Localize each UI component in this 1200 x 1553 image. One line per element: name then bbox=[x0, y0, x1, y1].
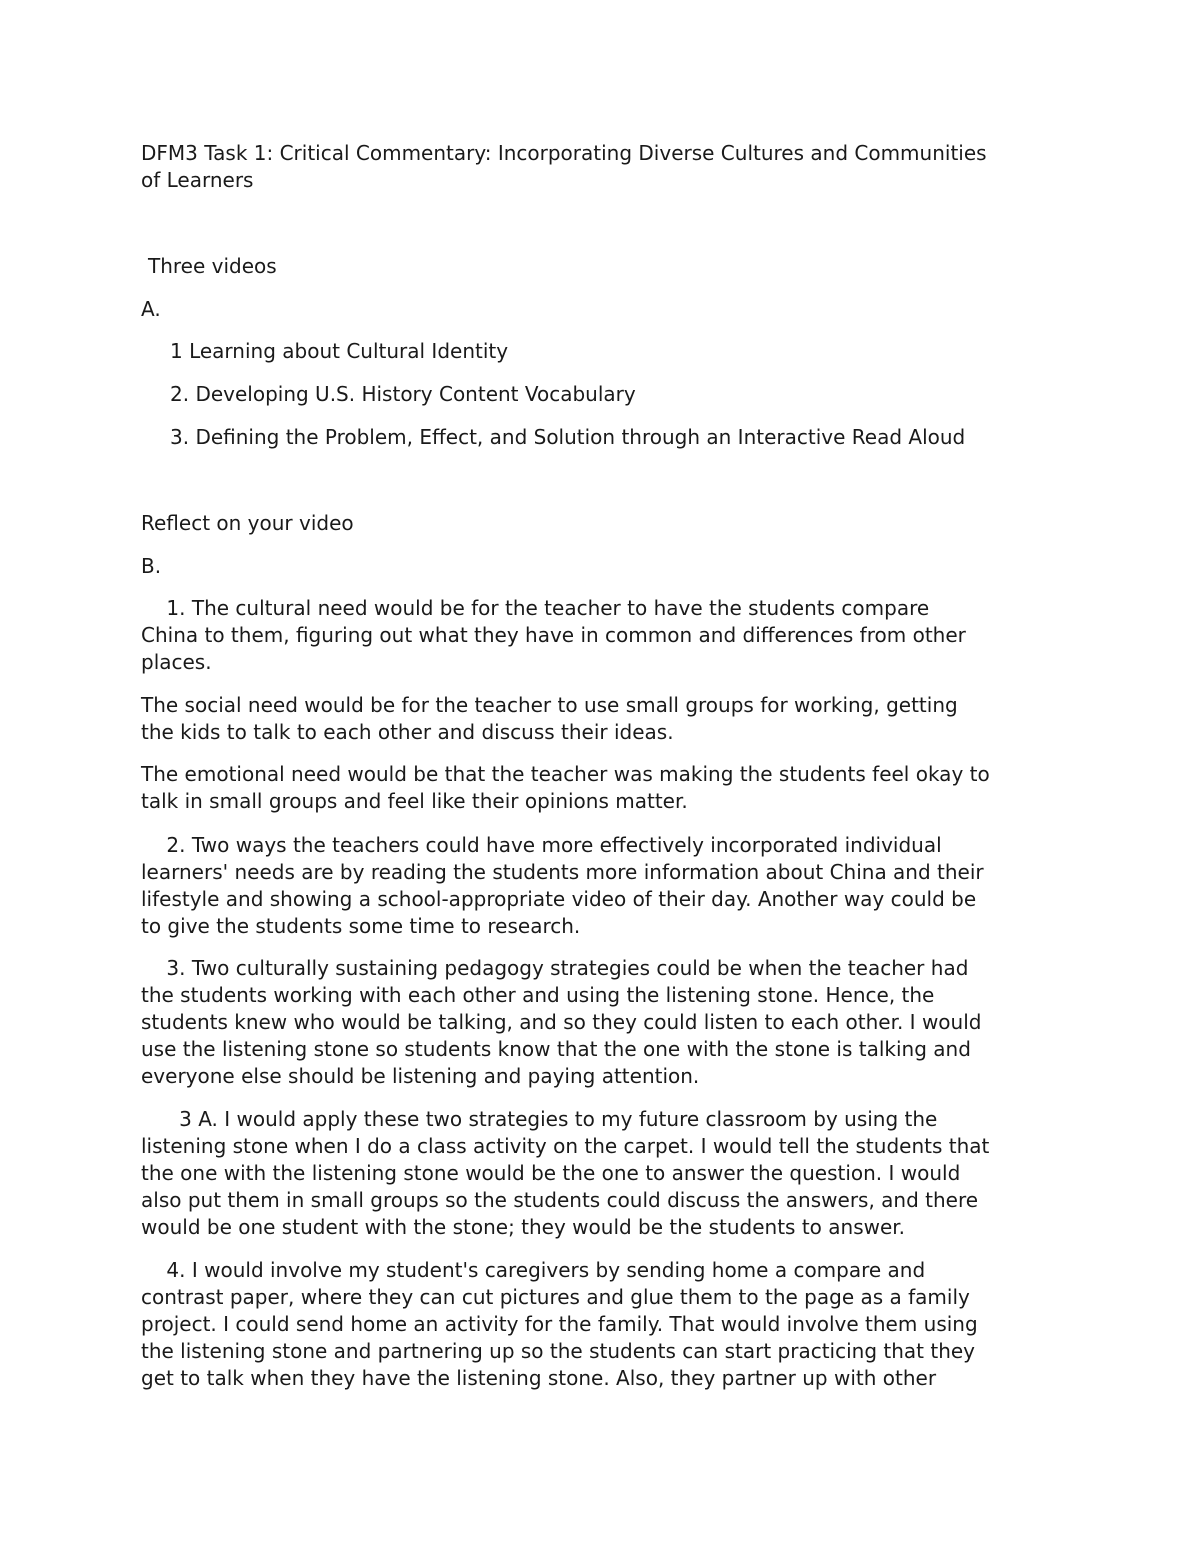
paragraph-line: 3. Two culturally sustaining pedagogy strategies could be when the teacher had bbox=[141, 956, 969, 980]
paragraph-line: use the listening stone so students know that the one with the stone is talking and bbox=[141, 1037, 971, 1061]
reflect-label: Reflect on your video bbox=[141, 511, 354, 535]
paragraph-line: listening stone when I do a class activity on the carpet. I would tell the students that bbox=[141, 1134, 990, 1158]
paragraph-line: talk in small groups and feel like their opinions matter. bbox=[141, 789, 688, 813]
answer-3 bbox=[141, 955, 1071, 1090]
paragraph-line: learners' needs are by reading the students more information about China and their bbox=[141, 860, 984, 884]
paragraph-line: 3 A. I would apply these two strategies to my future classroom by using the bbox=[141, 1107, 938, 1131]
answer-3a bbox=[141, 1106, 1071, 1241]
document-title bbox=[141, 140, 1071, 194]
paragraph-line: get to talk when they have the listening stone. Also, they partner up with other bbox=[141, 1366, 937, 1390]
paragraph-line: lifestyle and showing a school-appropriate video of their day. Another way could be bbox=[141, 887, 977, 911]
answer-4 bbox=[141, 1257, 1071, 1392]
answer-1-social bbox=[141, 692, 1071, 746]
paragraph-line: 2. Two ways the teachers could have more effectively incorporated individual bbox=[141, 833, 942, 857]
paragraph-line: contrast paper, where they can cut pictures and glue them to the page as a family bbox=[141, 1285, 970, 1309]
video-item: 3. Defining the Problem, Effect, and Solution through an Interactive Read Aloud bbox=[170, 425, 966, 449]
title-line: of Learners bbox=[141, 168, 254, 192]
paragraph-line: the listening stone and partnering up so the students can start practicing that they bbox=[141, 1339, 976, 1363]
video-item: 2. Developing U.S. History Content Vocabulary bbox=[170, 382, 636, 406]
video-item: 1 Learning about Cultural Identity bbox=[170, 339, 509, 363]
paragraph-line: project. I could send home an activity for the family. That would involve them using bbox=[141, 1312, 978, 1336]
paragraph-line: 1. The cultural need would be for the teacher to have the students compare bbox=[141, 596, 930, 620]
paragraph-line: the students working with each other and using the listening stone. Hence, the bbox=[141, 983, 935, 1007]
three-videos-label: Three videos bbox=[148, 254, 277, 278]
answer-1-emotional bbox=[141, 761, 1071, 815]
paragraph-line: places. bbox=[141, 650, 212, 674]
paragraph-line: to give the students some time to research. bbox=[141, 914, 581, 938]
paragraph-line: The emotional need would be that the teacher was making the students feel okay to bbox=[141, 762, 990, 786]
section-b-label: B. bbox=[141, 554, 162, 578]
paragraph-line: The social need would be for the teacher to use small groups for working, getting bbox=[141, 693, 958, 717]
paragraph-line: would be one student with the stone; they would be the students to answer. bbox=[141, 1215, 906, 1239]
paragraph-line: also put them in small groups so the students could discuss the answers, and there bbox=[141, 1188, 979, 1212]
paragraph-line: 4. I would involve my student's caregivers by sending home a compare and bbox=[141, 1258, 926, 1282]
title-line: DFM3 Task 1: Critical Commentary: Incorporating Diverse Cultures and Communities bbox=[141, 141, 987, 165]
answer-2 bbox=[141, 832, 1071, 940]
answer-1-cultural bbox=[141, 595, 1071, 676]
paragraph-line: the kids to talk to each other and discuss their ideas. bbox=[141, 720, 674, 744]
paragraph-line: China to them, figuring out what they have in common and differences from other bbox=[141, 623, 966, 647]
paragraph-line: the one with the listening stone would be the one to answer the question. I would bbox=[141, 1161, 961, 1185]
section-a-label: A. bbox=[141, 297, 161, 321]
paragraph-line: students knew who would be talking, and so they could listen to each other. I would bbox=[141, 1010, 982, 1034]
paragraph-line: everyone else should be listening and paying attention. bbox=[141, 1064, 700, 1088]
